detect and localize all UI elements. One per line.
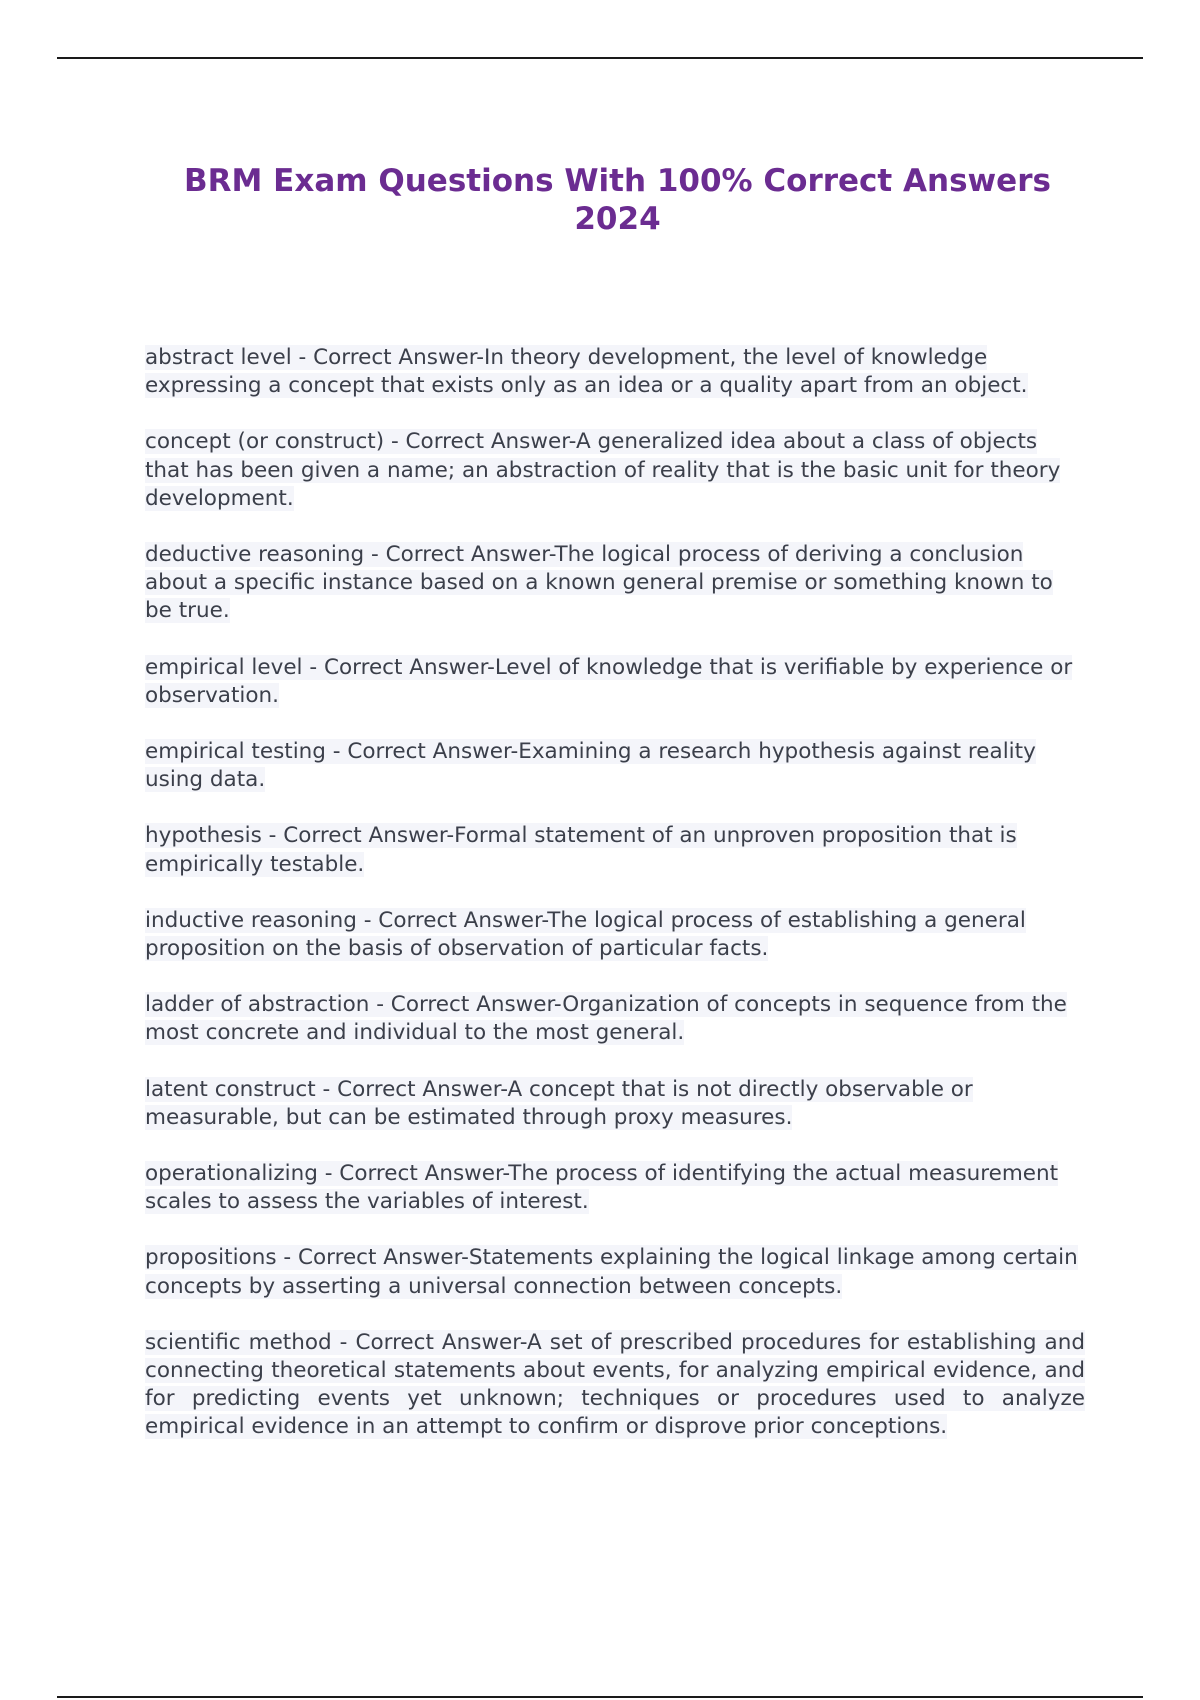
entry-text: scientific method - Correct Answer-A set of prescribed procedures for establishing and connecting theoretical statements about events, for analyzing empirical evidence, and for predicting events yet unknown; techniques or procedures used to analyze empirical evidence in an attempt to confirm or disprove prior conceptions.: [145, 1329, 1085, 1440]
page-title: BRM Exam Questions With 100% Correct Answers 2024: [184, 163, 1051, 237]
entry-text: operationalizing - Correct Answer-The process of identifying the actual measurement scales to assess the variables of interest.: [145, 1161, 1059, 1215]
entry-text: propositions - Correct Answer-Statements explaining the logical linkage among certain concepts by asserting a universal connection between concepts.: [145, 1245, 1078, 1299]
top-rule: [57, 57, 1143, 59]
entry-text: inductive reasoning - Correct Answer-The logical process of establishing a general proposition on the basis of observation of particular facts.: [145, 907, 1026, 962]
entry-ladder-of-abstraction: [145, 991, 1085, 1047]
entry-latent-construct: [145, 1076, 1085, 1132]
bottom-rule: [57, 1696, 1143, 1698]
entry-text: abstract level - Correct Answer-In theory development, the level of knowledge expressing a concept that exists only as an idea or a quality apart from an object.: [145, 345, 1028, 399]
entry-empirical-level: [145, 654, 1085, 710]
entry-text: empirical testing - Correct Answer-Examining a research hypothesis against reality using data.: [145, 739, 1036, 793]
entry-scientific-method: [145, 1329, 1085, 1442]
entry-operationalizing: [145, 1160, 1085, 1216]
entry-concept: [145, 428, 1085, 513]
entry-propositions: [145, 1244, 1085, 1300]
entry-abstract-level: [145, 344, 1085, 400]
entry-inductive-reasoning: [145, 907, 1085, 963]
entry-text: deductive reasoning - Correct Answer-The logical process of deriving a conclusion about a specific instance based on a known general premise or something known to be true.: [145, 542, 1053, 624]
entry-deductive-reasoning: [145, 541, 1085, 626]
entry-text: concept (or construct) - Correct Answer-A generalized idea about a class of objects that has been given a name; an abstraction of reality that is the basic unit for theory development.: [145, 429, 1061, 511]
entry-hypothesis: [145, 822, 1085, 878]
entry-empirical-testing: [145, 738, 1085, 794]
entry-text: hypothesis - Correct Answer-Formal statement of an unproven proposition that is empirically testable.: [145, 823, 1017, 877]
entry-text: empirical level - Correct Answer-Level of knowledge that is verifiable by experience or observation.: [145, 654, 1073, 708]
entry-text: ladder of abstraction - Correct Answer-Organization of concepts in sequence from the most concrete and individual to the most general.: [145, 992, 1067, 1046]
entry-text: latent construct - Correct Answer-A concept that is not directly observable or measurable, but can be estimated through proxy measures.: [145, 1076, 973, 1130]
entry-list: [145, 344, 1085, 1470]
